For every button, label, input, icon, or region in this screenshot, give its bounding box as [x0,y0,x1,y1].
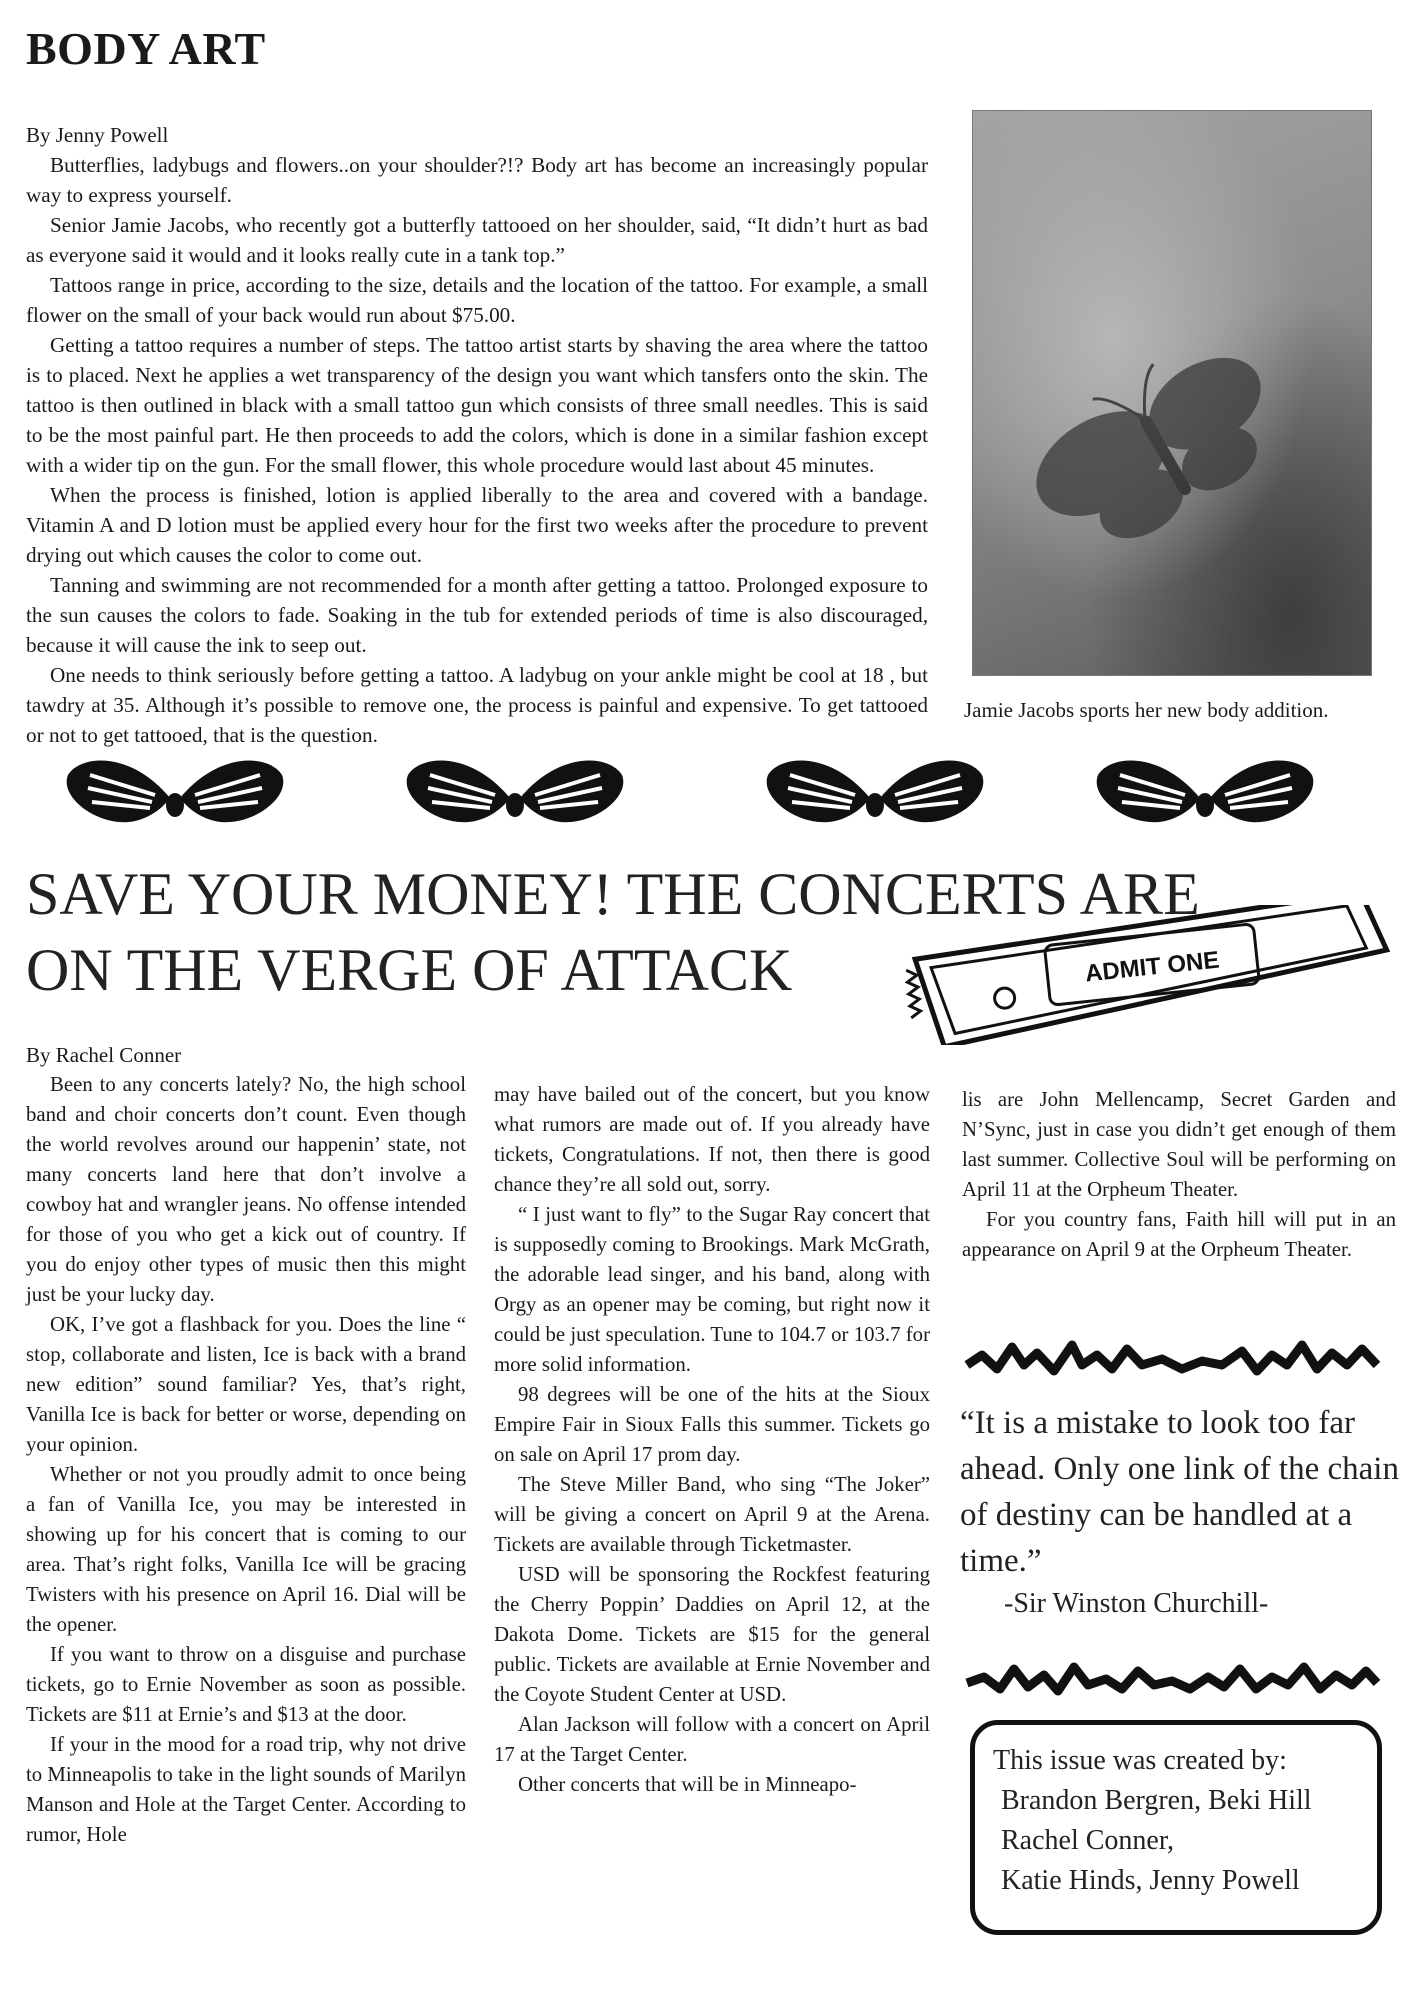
credits-box [970,1720,1382,1935]
paragraph: Tattoos range in price, according to the size, details and the location of the tattoo. For example, a small flower on the small of your back would run about $75.00. [26,273,928,327]
paragraph: The Steve Miller Band, who sing “The Joker” will be giving a concert on April 9 at the Arena. Tickets are available through Ticketmaster. [494,1473,930,1556]
butterfly-tattoo-image [973,111,1371,675]
paragraph: 98 degrees will be one of the hits at the Sioux Empire Fair in Sioux Falls this summer. Tickets go on sale on April 17 prom day. [494,1383,930,1466]
headline-line: SAVE YOUR MONEY! THE CONCERTS ARE [26,861,1200,927]
paragraph: USD will be sponsoring the Rockfest featuring the Cherry Poppin’ Daddies on April 12, at the Dakota Dome. Tickets are $15 for the general public. Tickets are available at Ernie November and the Coyote Student Center at USD. [494,1563,930,1706]
quote-author: -Sir Winston Churchill- [1004,1588,1269,1619]
tattoo-photo [972,110,1372,676]
paragraph: lis are John Mellencamp, Secret Garden and N’Sync, just in case you didn’t get enough of them last summer. Collective Soul will be performing on April 11 at the Orpheum Theater. [962,1088,1396,1201]
article-title: BODY ART [26,23,266,74]
butterfly-icon [1090,750,1320,845]
squiggle-divider-icon [962,1335,1382,1383]
concert-column-1 [26,1040,466,1850]
credits-heading: This issue was created by: [993,1745,1287,1776]
butterfly-icon [400,750,630,845]
paragraph: Senior Jamie Jacobs, who recently got a butterfly tattooed on her shoulder, said, “It didn’t hurt as bad as everyone said it would and it looks really cute in a tank top.” [26,213,928,267]
butterfly-icon [60,750,290,845]
paragraph: OK, I’ve got a flashback for you. Does the line “ stop, collaborate and listen, Ice is back with a brand new edition” sound familiar? Yes, that’s right, Vanilla Ice is back for better or worse, depending on your opinion. [26,1313,466,1456]
paragraph: Alan Jackson will follow with a concert on April 17 at the Target Center. [494,1713,930,1766]
churchill-quote [960,1400,1400,1624]
paragraph: If you want to throw on a disguise and purchase tickets, go to Ernie November as soon as possible. Tickets are $11 at Ernie’s and $13 at the door. [26,1643,466,1726]
butterfly-divider [60,750,1360,845]
paragraph: For you country fans, Faith hill will put in an appearance on April 9 at the Orpheum Theater. [962,1208,1396,1261]
byline: By Rachel Conner [26,1043,182,1067]
credits-line: Katie Hinds, Jenny Powell [1001,1865,1300,1896]
paragraph: Other concerts that will be in Minneapo- [518,1773,857,1796]
admit-one-ticket-icon [898,905,1398,1045]
paragraph: Butterflies, ladybugs and flowers..on your shoulder?!? Body art has become an increasingly popular way to express yourself. [26,153,928,207]
article-paragraphs [26,150,928,750]
column-paragraphs [962,1085,1396,1265]
paragraph: If your in the mood for a road trip, why not drive to Minneapolis to take in the light sounds of Marilyn Manson and Hole at the Target Center. According to rumor, Hole [26,1733,466,1846]
headline-line: ON THE VERGE OF ATTACK [26,937,793,1003]
paragraph: One needs to think seriously before getting a tattoo. A ladybug on your ankle might be cool at 18 , but tawdry at 35. Although it’s possible to remove one, the process is painful and expensive. To get tattooed or not to get tattooed, that is the question. [26,663,928,747]
butterfly-icon [760,750,990,845]
paragraph: Getting a tattoo requires a number of steps. The tattoo artist starts by shaving the area where the tattoo is to placed. Next he applies a wet transparency of the design you want which tansfers onto the skin. The tattoo is then outlined in black with a small tattoo gun which consists of three small needles. This is said to be the most painful part. He then proceeds to add the colors, which is done in a similar fashion except with a wider tip on the gun. For the small flower, this whole procedure would last about 45 minutes. [26,333,928,477]
byline: By Jenny Powell [26,123,169,147]
article-body [26,120,928,750]
paragraph: When the process is finished, lotion is applied liberally to the area and covered with a bandage. Vitamin A and D lotion must be applied every hour for the first two weeks after the procedure to prevent drying out which causes the color to come out. [26,483,928,567]
photo-caption: Jamie Jacobs sports her new body addition. [964,698,1329,722]
column-paragraphs [26,1070,466,1850]
paragraph: Been to any concerts lately? No, the high school band and choir concerts don’t count. Even though the world revolves around our happenin’ state, not many concerts land here that don’t involve a cowboy hat and wrangler jeans. No offense intended for those of you who get a kick out of country. If you do enjoy other types of music then this might just be your lucky day. [26,1073,466,1306]
quote-text: “It is a mistake to look too far ahead. Only one link of the chain of destiny can be handled at a time.” [960,1405,1399,1579]
paragraph: “ I just want to fly” to the Sugar Ray concert that is supposedly coming to Brookings. Mark McGrath, the adorable lead singer, and his band, along with Orgy as an opener may be coming, but right now it could be just speculation. Tune to 104.7 or 103.7 for more solid information. [494,1203,930,1376]
paragraph: Tanning and swimming are not recommended for a month after getting a tattoo. Prolonged exposure to the sun causes the colors to fade. Soaking in the tub for extended periods of time is also discouraged, because it will cause the ink to seep out. [26,573,928,657]
column-paragraphs [494,1080,930,1800]
concert-column-2 [494,1080,930,1800]
concert-column-3 [962,1085,1396,1265]
paragraph: may have bailed out of the concert, but you know what rumors are made out of. If you already have tickets, Congratulations. If not, then there is good chance they’re all sold out, sorry. [494,1083,930,1196]
ticket-text: ADMIT ONE [1083,946,1221,988]
paragraph: Whether or not you proudly admit to once being a fan of Vanilla Ice, you may be interested in showing up for his concert that is coming to our area. That’s right folks, Vanilla Ice will be gracing Twisters with his presence on April 16. Dial will be the opener. [26,1463,466,1636]
credits-line: Brandon Bergren, Beki Hill [1001,1785,1312,1816]
credits-line: Rachel Conner, [1001,1825,1175,1856]
squiggle-divider-icon [962,1655,1382,1703]
